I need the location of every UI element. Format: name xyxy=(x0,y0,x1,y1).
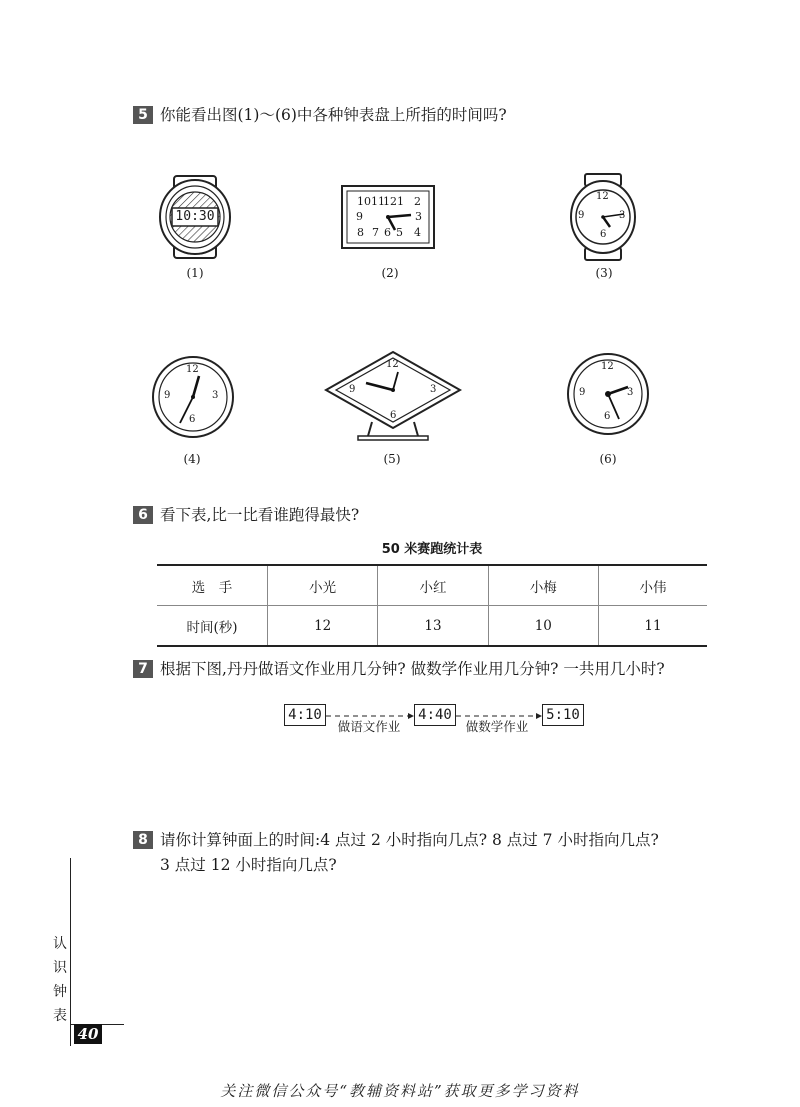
table-cell: 小光 xyxy=(268,565,378,606)
clock-6-num-12: 12 xyxy=(601,361,614,372)
clock-2-num-2: 2 xyxy=(414,195,421,208)
clock-2-num-10: 10 xyxy=(357,195,371,208)
caption-1: (1) xyxy=(186,266,204,280)
time-box-start: 4:10 xyxy=(284,704,326,726)
question-8-line-1: 请你计算钟面上的时间:4 点过 2 小时指向几点? 8 点过 7 小时指向几点? xyxy=(160,831,659,849)
side-label-char-3: 钟 xyxy=(53,984,67,1000)
clock-4-num-6: 6 xyxy=(189,414,196,425)
clock-3-num-12: 12 xyxy=(596,191,609,202)
table-row xyxy=(157,606,707,647)
clock-2-num-5: 5 xyxy=(396,226,403,239)
question-7-text: 根据下图,丹丹做语文作业用几分钟? 做数学作业用几分钟? 一共用几小时? xyxy=(160,660,665,678)
table-header-row xyxy=(157,565,707,606)
side-label-char-1: 认 xyxy=(53,936,67,952)
label-chinese-homework: 做语文作业 xyxy=(337,719,401,734)
caption-5: (5) xyxy=(383,452,401,466)
question-5-text: 你能看出图(1)～(6)中各种钟表盘上所指的时间吗? xyxy=(160,106,507,124)
side-vertical-rule xyxy=(70,858,71,1046)
table-cell: 13 xyxy=(378,606,488,647)
clock-5-num-9: 9 xyxy=(349,384,356,395)
time-box-middle: 4:40 xyxy=(414,704,456,726)
question-6-text: 看下表,比一比看谁跑得最快? xyxy=(160,506,360,524)
question-5-number: 5 xyxy=(133,106,153,124)
table-cell: 时间(秒) xyxy=(157,606,268,647)
table-cell: 选 手 xyxy=(157,565,268,606)
caption-2: (2) xyxy=(381,266,399,280)
clock-2-num-12: 12 xyxy=(383,195,397,208)
clock-2-num-6: 6 xyxy=(384,226,391,239)
clock-6-num-9: 9 xyxy=(579,387,586,398)
side-label-char-2: 识 xyxy=(53,960,67,976)
question-8-number: 8 xyxy=(133,831,153,849)
clock-5-num-12: 12 xyxy=(386,359,399,370)
clock-4-num-9: 9 xyxy=(164,390,171,401)
race-statistics-table xyxy=(157,564,707,647)
clock-5-num-3: 3 xyxy=(430,384,437,395)
table-cell: 小梅 xyxy=(488,565,598,606)
question-8-line-2: 3 点过 12 小时指向几点? xyxy=(160,856,337,874)
clock-2-num-11: 11 xyxy=(371,195,385,208)
clock-2-num-3: 3 xyxy=(415,210,422,223)
clock-6-num-6: 6 xyxy=(604,411,611,422)
caption-4: (4) xyxy=(183,452,201,466)
clock-5-num-6: 6 xyxy=(390,410,397,421)
clock-3-wristwatch xyxy=(563,172,643,262)
caption-3: (3) xyxy=(595,266,613,280)
table-cell: 小红 xyxy=(378,565,488,606)
clock-4-num-12: 12 xyxy=(186,364,199,375)
clock-2-num-8: 8 xyxy=(357,226,364,239)
clock-2-num-9: 9 xyxy=(356,210,363,223)
table-cell: 11 xyxy=(598,606,707,647)
question-6-number: 6 xyxy=(133,506,153,524)
table-cell: 12 xyxy=(268,606,378,647)
clock-2-num-7: 7 xyxy=(372,226,379,239)
question-7-number: 7 xyxy=(133,660,153,678)
clock-3-num-6: 6 xyxy=(600,229,607,240)
clock-2-num-1: 1 xyxy=(397,195,404,208)
side-label-char-4: 表 xyxy=(53,1008,67,1024)
table-cell: 10 xyxy=(488,606,598,647)
clock-3-num-9: 9 xyxy=(578,210,585,221)
table-cell: 小伟 xyxy=(598,565,707,606)
clock-4-num-3: 3 xyxy=(212,390,219,401)
label-math-homework: 做数学作业 xyxy=(465,719,529,734)
page-number: 40 xyxy=(74,1024,102,1044)
table-title: 50 米赛跑统计表 xyxy=(381,542,483,557)
caption-6: (6) xyxy=(599,452,617,466)
clock-2-num-4: 4 xyxy=(414,226,421,239)
digital-time-display: 10:30 xyxy=(175,209,215,224)
footer-watermark: 关注微信公众号“教辅资料站”获取更多学习资料 xyxy=(220,1082,580,1100)
clock-6-num-3: 3 xyxy=(627,387,634,398)
clock-3-num-3: 3 xyxy=(619,210,626,221)
time-box-end: 5:10 xyxy=(542,704,584,726)
